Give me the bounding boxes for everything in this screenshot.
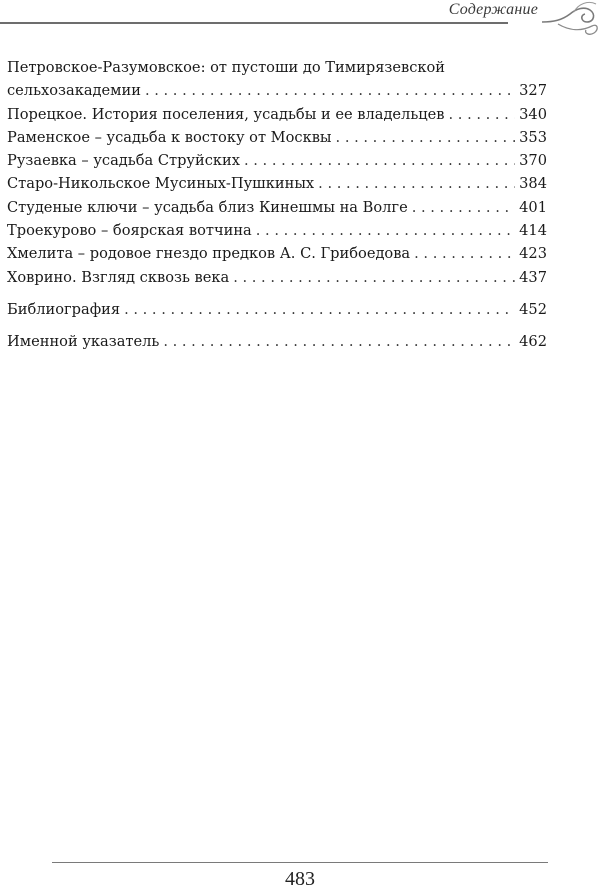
toc-entry[interactable] (7, 219, 547, 242)
toc-entry-page: 353 (519, 128, 547, 146)
toc-entry[interactable] (7, 330, 547, 353)
toc-entry[interactable] (7, 196, 547, 219)
toc-entry[interactable] (7, 172, 547, 195)
dot-leader (163, 330, 515, 353)
toc-entry-page: 370 (519, 152, 547, 170)
toc-entry-page: 401 (519, 198, 547, 216)
toc-entry[interactable] (7, 149, 547, 172)
toc-entry-title-line: Петровское-Разумовское: от пустоши до Тимирязевской (7, 59, 446, 76)
toc-entry-title: Рузаевка – усадьба Струйских (7, 152, 240, 170)
toc-entry-page: 384 (519, 175, 547, 193)
page-number: 483 (285, 868, 315, 890)
dot-leader (244, 149, 515, 172)
running-title: Содержание (448, 1, 538, 18)
toc-entry-title: Троекурово – боярская вотчина (7, 222, 252, 240)
table-of-contents (7, 56, 547, 354)
toc-entry[interactable] (7, 266, 547, 289)
toc-entry-title: Ховрино. Взгляд сквозь века (7, 268, 230, 286)
toc-entry-page: 340 (519, 105, 547, 123)
toc-entry-title: Раменское – усадьба к востоку от Москвы (7, 128, 332, 146)
toc-entry-title: сельхозакадемии (7, 82, 141, 100)
dot-leader (449, 103, 516, 126)
toc-entry-title: Библиография (7, 300, 121, 318)
toc-entry[interactable] (7, 126, 547, 149)
toc-entry-title: Именной указатель (7, 333, 160, 351)
toc-entry-page: 452 (519, 300, 547, 318)
header-rule (0, 22, 508, 24)
toc-entry-page: 462 (519, 333, 547, 351)
running-header (0, 0, 600, 40)
toc-entry-title: Студеные ключи – усадьба близ Кинешмы на Волге (7, 198, 408, 216)
dot-leader (318, 172, 515, 195)
dot-leader (412, 196, 515, 219)
toc-entry-title: Старо-Никольское Мусиных-Пушкиных (7, 175, 315, 193)
toc-entry-page: 437 (519, 268, 547, 286)
toc-entry-page: 414 (519, 222, 547, 240)
toc-entry[interactable] (7, 103, 547, 126)
toc-entry-title: Порецкое. История поселения, усадьбы и ее владельцев (7, 105, 445, 123)
toc-entry[interactable] (7, 242, 547, 265)
dot-leader (414, 242, 515, 265)
dot-leader (256, 219, 515, 242)
dot-leader (124, 298, 515, 321)
dot-leader (145, 79, 515, 102)
toc-entry-page: 423 (519, 245, 547, 263)
toc-entry-title: Хмелита – родовое гнездо предков А. С. Грибоедова (7, 245, 411, 263)
toc-entry[interactable] (7, 56, 547, 103)
toc-entry-page: 327 (519, 82, 547, 100)
footer-rule (52, 862, 548, 863)
dot-leader (233, 266, 515, 289)
flourish-ornament-icon (540, 0, 600, 40)
dot-leader (336, 126, 516, 149)
toc-entry[interactable] (7, 298, 547, 321)
